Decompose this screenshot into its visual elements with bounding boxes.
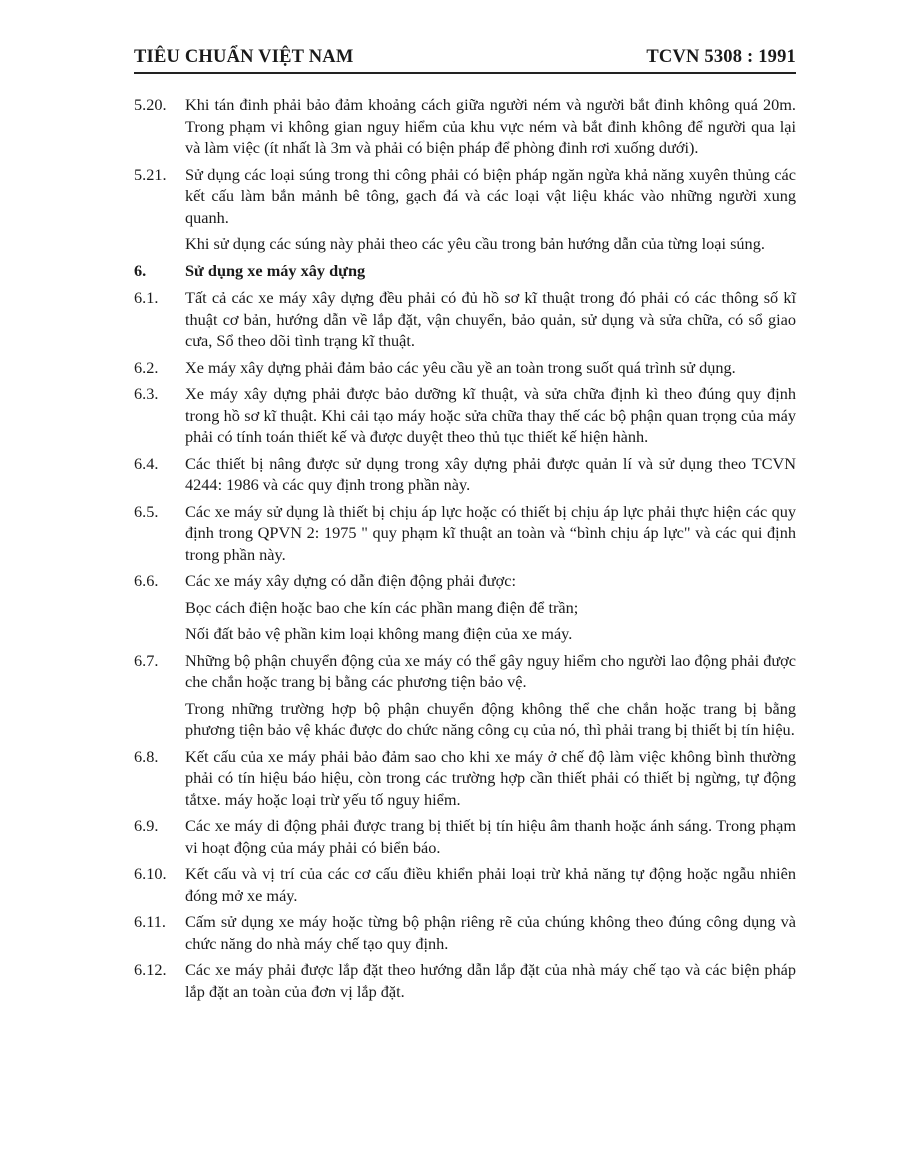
clause-paragraph: Những bộ phận chuyển động của xe máy có thể gây nguy hiểm cho người lao động phải được che chắn hoặc trang bị bằng các phương tiện bảo vệ. (185, 650, 796, 691)
clause-paragraph: Trong những trường hợp bộ phận chuyển động không thể che chắn hoặc trang bị bằng phương tiện bảo vệ khác được do chức năng công cụ của nó, thì phải trang bị thiết bị tín hiệu. (185, 698, 796, 739)
clause-number: 6.3. (134, 384, 159, 403)
clause-paragraph: Các xe máy xây dựng có dẫn điện động phải được: (185, 571, 516, 590)
clause-paragraph: Sử dụng các loại súng trong thi công phải có biện pháp ngăn ngừa khả năng xuyên thủng các kết cấu làm bắn mảnh bê tông, gạch đá và các loại vật liệu khác vào những người xung quanh. (185, 164, 796, 227)
clause-number: 6.11. (134, 912, 166, 931)
clause-item (134, 746, 796, 811)
clause-item (134, 164, 796, 255)
clause-number: 6.1. (134, 288, 159, 307)
clause-item (134, 287, 796, 352)
clause-number: 6.10. (134, 864, 167, 883)
clause-number: 6.9. (134, 816, 159, 835)
clause-item (134, 959, 796, 1002)
clause-paragraph: Cấm sử dụng xe máy hoặc từng bộ phận riêng rẽ của chúng không theo đúng công dụng và chức năng do nhà máy chế tạo quy định. (185, 912, 796, 953)
header-standard-code: TCVN 5308 : 1991 (646, 47, 796, 67)
clause-paragraph: Bọc cách điện hoặc bao che kín các phần mang điện để trần; (185, 597, 579, 617)
section-number: 6. (134, 260, 147, 280)
clause-number: 6.12. (134, 960, 167, 979)
clause-paragraph: Kết cấu và vị trí của các cơ cấu điều khiển phải loại trừ khả năng tự động hoặc ngẫu nhiên đóng mở xe máy. (185, 864, 796, 905)
clause-text (185, 570, 796, 645)
clause-number: 6.4. (134, 453, 159, 473)
clause-number: 6.2. (134, 357, 159, 377)
clause-paragraph: Các xe máy sử dụng là thiết bị chịu áp lực hoặc có thiết bị chịu áp lực phải thực hiện các quy định trong QPVN 2: 1975 " quy phạm kĩ thuật an toàn và “bình chịu áp lực" và các qui định trong phần này. (185, 501, 796, 564)
clause-number: 6.8. (134, 746, 159, 766)
clause-text (185, 959, 796, 1002)
page-header (134, 47, 796, 68)
clause-text (185, 357, 796, 379)
clause-list-5 (134, 94, 796, 255)
clause-paragraph: Xe máy xây dựng phải đảm bảo các yêu cầu yề an toàn trong suốt quá trình sử dụng. (185, 357, 736, 377)
document-body (134, 94, 796, 1007)
clause-paragraph: Nối đất bảo vệ phần kim loại không mang điện của xe máy. (185, 624, 573, 643)
clause-number: 5.21. (134, 164, 167, 184)
clause-text (185, 911, 796, 954)
clause-item (134, 650, 796, 741)
clause-paragraph: Khi tán đinh phải bảo đảm khoảng cách giữa người ném và người bắt đinh không quá 20m. Trong phạm vi không gian nguy hiểm của khu vực ném và bắt đinh không để người qua lại và làm việc (ít nhất là 3m và phải có biện pháp để phòng đinh rơi xuống dưới). (185, 95, 796, 157)
clause-paragraph: Xe máy xây dựng phải được bảo dưỡng kĩ thuật, và sửa chữa định kì theo đúng quy định trong hồ sơ kĩ thuật. Khi cải tạo máy hoặc sửa chữa thay thế các bộ phận quan trọng của máy phải có tính toán thiết kế và được duyệt theo thủ tục thiết kế hiện hành. (185, 384, 796, 446)
header-title: TIÊU CHUẨN VIỆT NAM (134, 47, 354, 67)
clause-item (134, 570, 796, 645)
clause-paragraph: Các xe máy di động phải được trang bị thiết bị tín hiệu âm thanh hoặc ánh sáng. Trong phạm vi hoạt động của máy phải có biển báo. (185, 816, 796, 857)
header-rule (134, 72, 796, 74)
section-title: Sử dụng xe máy xây dựng (185, 260, 366, 280)
clause-number: 6.5. (134, 501, 159, 521)
section-heading (134, 260, 796, 282)
clause-item (134, 94, 796, 159)
clause-paragraph: Các xe máy phải được lắp đặt theo hướng dẫn lắp đặt của nhà máy chế tạo và các biện pháp lắp đặt an toàn của đơn vị lắp đặt. (185, 960, 796, 1001)
clause-paragraph: Kết cấu của xe máy phải bảo đảm sao cho khi xe máy ở chế độ làm việc không bình thường phải có tín hiệu báo hiệu, còn trong các trường hợp cần thiết phải có thiết bị ngừng, tự động tắtxe. máy hoặc loại trừ yếu tố nguy hiểm. (185, 746, 796, 809)
clause-text (185, 94, 796, 159)
clause-text (185, 746, 796, 811)
clause-item (134, 383, 796, 448)
clause-item (134, 501, 796, 566)
clause-paragraph: Các thiết bị nâng được sử dụng trong xây dựng phải được quản lí và sử dụng theo TCVN 4244: 1986 và các quy định trong phần này. (185, 453, 796, 494)
clause-item (134, 863, 796, 906)
clause-text (185, 650, 796, 741)
clause-text (185, 164, 796, 255)
clause-item (134, 357, 796, 379)
clause-number: 5.20. (134, 95, 167, 114)
clause-number: 6.6. (134, 571, 159, 590)
clause-paragraph: Khi sử dụng các súng này phải theo các yêu cầu trong bản hướng dẫn của từng loại súng. (185, 234, 765, 253)
clause-item (134, 453, 796, 496)
clause-text (185, 383, 796, 448)
clause-text (185, 453, 796, 496)
clause-list-6 (134, 287, 796, 1002)
clause-item (134, 815, 796, 858)
clause-text (185, 287, 796, 352)
clause-item (134, 911, 796, 954)
clause-text (185, 863, 796, 906)
clause-text (185, 501, 796, 566)
clause-text (185, 815, 796, 858)
clause-number: 6.7. (134, 650, 159, 670)
clause-paragraph: Tất cả các xe máy xây dựng đều phải có đủ hồ sơ kĩ thuật trong đó phải có các thông số kĩ thuật cơ bản, hướng dẫn về lắp đặt, vận chuyển, bảo quản, sử dụng và sửa chữa, có sổ giao cưa, Sổ theo dõi tình trạng kĩ thuật. (185, 288, 796, 350)
